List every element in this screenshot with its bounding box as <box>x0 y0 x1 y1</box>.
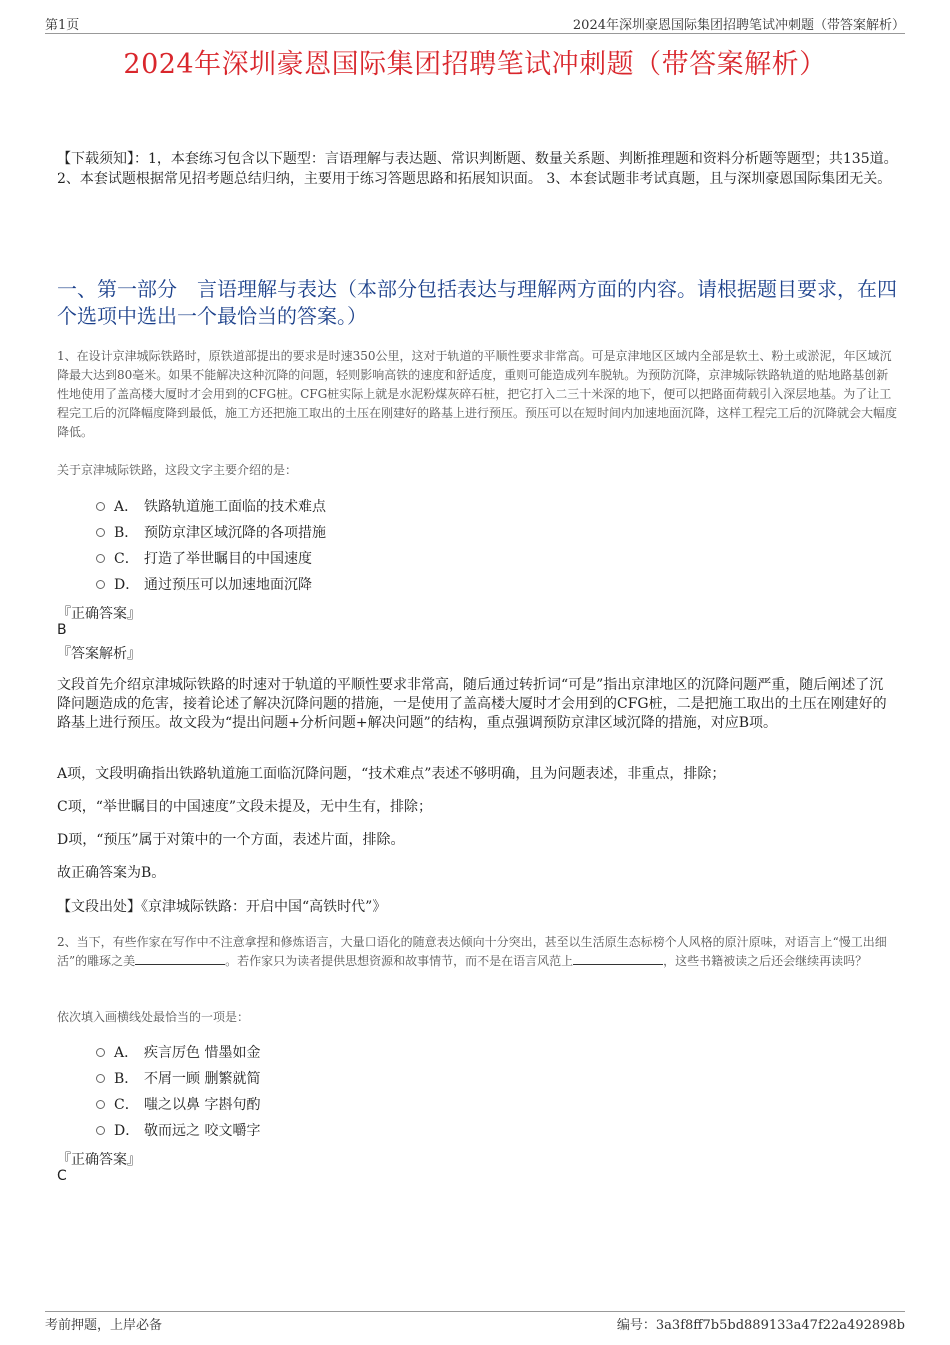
option-letter: B． <box>114 525 139 541</box>
option-letter: C． <box>114 1097 139 1113</box>
radio-icon[interactable] <box>96 1048 105 1057</box>
section-heading: 一、第一部分 言语理解与表达（本部分包括表达与理解两方面的内容。请根据题目要求，在四个选项中选出一个最恰当的答案。） <box>57 277 897 328</box>
running-header-title: 2024年深圳豪恩国际集团招聘笔试冲刺题（带答案解析） <box>572 18 905 33</box>
option-text: 嗤之以鼻 字斟句酌 <box>144 1097 261 1113</box>
footer-divider <box>45 1311 905 1312</box>
q1-option-a[interactable] <box>96 496 326 516</box>
q2-option-c[interactable] <box>96 1094 260 1114</box>
q1-analysis-label: 『答案解析』 <box>57 646 141 662</box>
radio-icon[interactable] <box>96 528 105 537</box>
q1-analysis-option-a: A项，文段明确指出铁路轨道施工面临沉降问题，“技术难点”表述不够明确，且为问题表述，非重点，排除； <box>57 766 726 782</box>
option-letter: A． <box>114 1045 139 1061</box>
q1-analysis-option-d: D项，“预压”属于对策中的一个方面，表述片面，排除。 <box>57 832 405 848</box>
radio-icon[interactable] <box>96 1100 105 1109</box>
question-2-prompt: 依次填入画横线处最恰当的一项是： <box>57 1010 250 1024</box>
option-letter: B． <box>114 1071 139 1087</box>
radio-icon[interactable] <box>96 580 105 589</box>
fill-blank-1 <box>135 952 225 965</box>
download-notice: 【下载须知】：1，本套练习包含以下题型：言语理解与表达题、常识判断题、数量关系题、判断推理题和资料分析题等题型；共135道。 2、本套试题根据常见招考题总结归纳，主要用于练习答题思路和拓展知识面。 3、本套试题非考试真题，且与深圳豪恩国际集团无关。 <box>57 151 898 187</box>
q1-answer: B <box>57 622 67 638</box>
option-text: 疾言厉色 惜墨如金 <box>144 1045 261 1061</box>
option-text: 敬而远之 咬文嚼字 <box>144 1123 261 1139</box>
q2-option-b[interactable] <box>96 1068 260 1088</box>
q1-answer-label: 『正确答案』 <box>57 606 141 622</box>
footer-slogan: 考前押题，上岸必备 <box>45 1318 163 1333</box>
q2-option-a[interactable] <box>96 1042 260 1062</box>
q2-answer: C <box>57 1168 67 1184</box>
q2-text-part-3: ，这些书籍被读之后还会继续再读吗？ <box>663 954 868 968</box>
q2-text-part-1: 2、当下，有些作家在写作中不注意拿捏和修炼语言，大量口语化的随意表达倾向十分突出，甚至以生活原生态标榜个人风格的原汁原味，对语言上“慢工出细活”的雕琢之美 <box>57 935 887 968</box>
q2-answer-label: 『正确答案』 <box>57 1152 141 1168</box>
radio-icon[interactable] <box>96 1074 105 1083</box>
option-text: 不屑一顾 删繁就简 <box>144 1071 261 1087</box>
footer-document-id: 编号：3a3f8ff7b5bd889133a47f22a492898b <box>616 1318 905 1333</box>
header-divider <box>45 33 905 34</box>
question-1-text: 1、在设计京津城际铁路时，原铁道部提出的要求是时速350公里，这对于轨道的平顺性要求非常高。可是京津地区区域内全部是软土、粉土或淤泥，年区域沉降最大达到80毫米。如果不能解决这种沉降的问题，轻则影响高铁的速度和舒适度，重则可能造成列车脱轨。为预防沉降，京津城际铁路轨道的贴地路基创新性地使用了盖高楼大厦时才会用到的CFG桩。CFG桩实际上就是水泥粉煤灰碎石桩，把它打入二三十米深的地下，便可以把路面荷载引入深层地基。为了让工程完工后的沉降幅度降到最低，施工方还把施工取出的土压在刚建好的路基上进行预压。预压可以在短时间内加速地面沉降，这样工程完工后的沉降就会大幅度降低。 <box>57 349 898 439</box>
radio-icon[interactable] <box>96 502 105 511</box>
option-text: 通过预压可以加速地面沉降 <box>144 577 312 593</box>
q1-analysis-option-c: C项，“举世瞩目的中国速度”文段未提及，无中生有，排除； <box>57 799 433 815</box>
q1-source: 【文段出处】《京津城际铁路：开启中国“高铁时代”》 <box>57 899 387 915</box>
radio-icon[interactable] <box>96 554 105 563</box>
fill-blank-2 <box>573 952 663 965</box>
option-text: 预防京津区域沉降的各项措施 <box>144 525 326 541</box>
page-title: 2024年深圳豪恩国际集团招聘笔试冲刺题（带答案解析） <box>123 49 827 80</box>
q1-analysis-paragraph: 文段首先介绍京津城际铁路的时速对于轨道的平顺性要求非常高，随后通过转折词“可是”指出京津地区的沉降问题严重，随后阐述了沉降问题造成的危害，接着论述了解决沉降问题的措施，一是使用了盖高楼大厦时才会用到的CFG桩，二是把施工取出的土压在刚建好的路基上进行预压。故文段为“提出问题+分析问题+解决问题”的结构，重点强调预防京津区域沉降的措施，对应B项。 <box>57 677 887 731</box>
question-2-text <box>57 933 897 971</box>
q1-option-d[interactable] <box>96 574 312 594</box>
option-letter: D． <box>114 1123 140 1139</box>
q2-text-part-2: 。若作家只为读者提供思想资源和故事情节，而不是在语言风范上 <box>225 954 574 968</box>
option-text: 铁路轨道施工面临的技术难点 <box>144 499 326 515</box>
option-letter: D． <box>114 577 140 593</box>
q1-option-c[interactable] <box>96 548 312 568</box>
q1-analysis-conclusion: 故正确答案为B。 <box>57 865 166 881</box>
radio-icon[interactable] <box>96 1126 105 1135</box>
option-letter: C． <box>114 551 139 567</box>
option-letter: A． <box>114 499 139 515</box>
q1-option-b[interactable] <box>96 522 326 542</box>
q2-option-d[interactable] <box>96 1120 260 1140</box>
page-number: 第1页 <box>45 18 80 33</box>
option-text: 打造了举世瞩目的中国速度 <box>144 551 312 567</box>
question-1-prompt: 关于京津城际铁路，这段文字主要介绍的是： <box>57 463 298 477</box>
